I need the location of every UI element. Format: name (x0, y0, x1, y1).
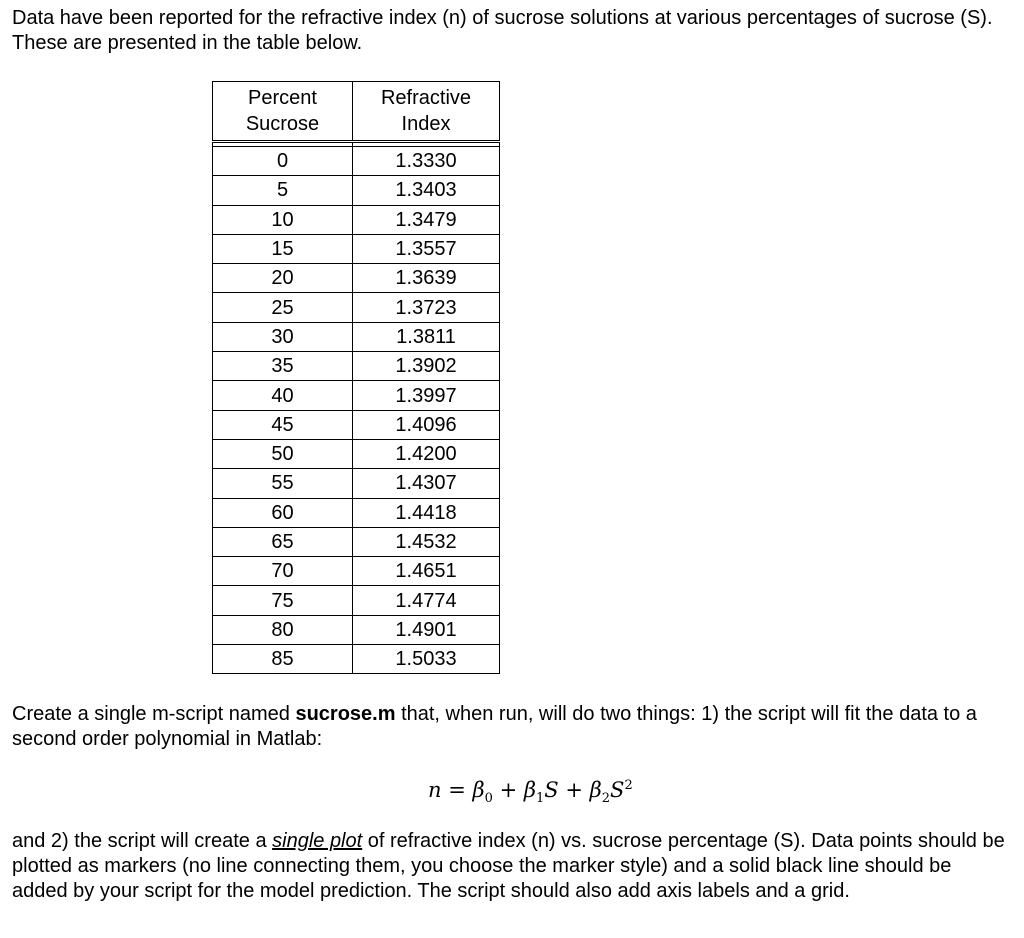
cell-percent-sucrose: 30 (213, 322, 353, 351)
cell-percent-sucrose: 10 (213, 205, 353, 234)
script-filename: sucrose.m (295, 703, 396, 725)
task-text-pre: Create a single m-script named (12, 703, 296, 725)
cell-percent-sucrose: 0 (213, 147, 353, 176)
cell-refractive-index: 1.3639 (353, 264, 500, 293)
cell-percent-sucrose: 75 (213, 586, 353, 615)
table-row (213, 645, 500, 674)
cell-percent-sucrose: 65 (213, 527, 353, 556)
cell-refractive-index: 1.3997 (353, 381, 500, 410)
header-refractive-index: Refractive Index (353, 82, 500, 142)
cell-refractive-index: 1.3403 (353, 176, 500, 205)
part2-paragraph (12, 829, 1012, 904)
table-row (213, 615, 500, 644)
table-row (213, 205, 500, 234)
table-row (213, 234, 500, 263)
cell-percent-sucrose: 60 (213, 498, 353, 527)
cell-refractive-index: 1.4418 (353, 498, 500, 527)
table-row (213, 352, 500, 381)
table-row (213, 498, 500, 527)
cell-percent-sucrose: 20 (213, 264, 353, 293)
table-row (213, 264, 500, 293)
part2-text-post: of refractive index (n) vs. sucrose percentage (S). Data points should be plotted as markers (no line connecting them, you choose the marker style) and a solid black line should be added by your script for the model prediction. The script should also add axis labels and a grid. (12, 830, 1005, 902)
table-row (213, 439, 500, 468)
table-row (213, 469, 500, 498)
cell-percent-sucrose: 25 (213, 293, 353, 322)
table-row (213, 557, 500, 586)
table-row (213, 381, 500, 410)
cell-refractive-index: 1.4901 (353, 615, 500, 644)
cell-percent-sucrose: 45 (213, 410, 353, 439)
cell-percent-sucrose: 15 (213, 234, 353, 263)
task-paragraph (12, 702, 1012, 752)
cell-refractive-index: 1.4774 (353, 586, 500, 615)
part2-text-pre: and 2) the script will create a (12, 830, 273, 852)
cell-refractive-index: 1.3330 (353, 147, 500, 176)
cell-refractive-index: 1.3557 (353, 234, 500, 263)
cell-percent-sucrose: 40 (213, 381, 353, 410)
cell-refractive-index: 1.4307 (353, 469, 500, 498)
cell-refractive-index: 1.3811 (353, 322, 500, 351)
table-row (213, 527, 500, 556)
cell-refractive-index: 1.4096 (353, 410, 500, 439)
cell-refractive-index: 1.4651 (353, 557, 500, 586)
refractive-index-table (212, 81, 500, 674)
cell-refractive-index: 1.3902 (353, 352, 500, 381)
cell-refractive-index: 1.3479 (353, 205, 500, 234)
cell-refractive-index: 1.5033 (353, 645, 500, 674)
header-percent-sucrose: Percent Sucrose (213, 82, 353, 142)
intro-text: Data have been reported for the refractive index (n) of sucrose solutions at various percentages of sucrose (S). These are presented in the table below. (12, 7, 993, 54)
intro-paragraph (12, 6, 1012, 56)
cell-percent-sucrose: 85 (213, 645, 353, 674)
table-row (213, 176, 500, 205)
task-text-post: that, when run, will do two things: 1) the script will fit the data to a second order polynomial in Matlab: (12, 703, 977, 750)
table-row (213, 586, 500, 615)
polynomial-equation: $n = \beta_0 + \beta_1S + \beta_2S^2$ (428, 778, 633, 807)
cell-percent-sucrose: 5 (213, 176, 353, 205)
cell-percent-sucrose: 55 (213, 469, 353, 498)
table-row (213, 147, 500, 176)
cell-refractive-index: 1.4200 (353, 439, 500, 468)
single-plot-emphasis: single plot (272, 830, 363, 852)
cell-percent-sucrose: 50 (213, 439, 353, 468)
cell-percent-sucrose: 70 (213, 557, 353, 586)
cell-refractive-index: 1.3723 (353, 293, 500, 322)
table-row (213, 410, 500, 439)
table-row (213, 322, 500, 351)
cell-percent-sucrose: 35 (213, 352, 353, 381)
table-header-row (213, 82, 500, 142)
cell-refractive-index: 1.4532 (353, 527, 500, 556)
table-row (213, 293, 500, 322)
cell-percent-sucrose: 80 (213, 615, 353, 644)
